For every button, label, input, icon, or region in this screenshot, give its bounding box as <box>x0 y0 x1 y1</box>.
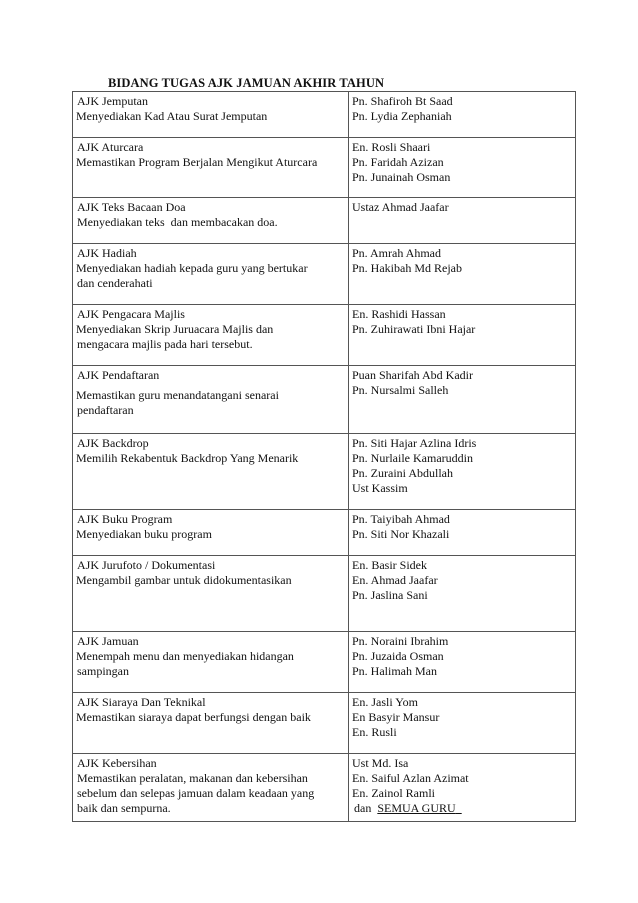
committee-cell <box>73 693 349 754</box>
member-name: En. Basir Sidek <box>352 558 427 572</box>
committee-task: Memastikan Program Berjalan Mengikut Aturcara <box>76 155 318 169</box>
committee-cell <box>73 198 349 244</box>
table-row <box>73 693 576 754</box>
committee-name: AJK Jemputan <box>77 94 148 108</box>
table-row <box>73 434 576 510</box>
member-name: Pn. Jaslina Sani <box>352 588 428 602</box>
members-cell <box>349 138 576 198</box>
document-title: BIDANG TUGAS AJK JAMUAN AKHIR TAHUN <box>108 76 385 90</box>
committee-task: Memastikan guru menandatangani senarai <box>76 388 279 402</box>
committee-task: baik dan sempurna. <box>77 801 171 815</box>
member-name: Ust Md. Isa <box>352 756 409 770</box>
member-name: En. Rosli Shaari <box>352 140 431 154</box>
committee-name: AJK Siaraya Dan Teknikal <box>77 695 206 709</box>
members-cell <box>349 693 576 754</box>
member-name: Ustaz Ahmad Jaafar <box>352 200 449 214</box>
member-name: En. Zainol Ramli <box>352 786 435 800</box>
members-cell <box>349 92 576 138</box>
committee-cell <box>73 754 349 822</box>
committee-task: Memilih Rekabentuk Backdrop Yang Menarik <box>76 451 299 465</box>
committee-task: Menempah menu dan menyediakan hidangan <box>76 649 294 663</box>
committee-name: AJK Jamuan <box>77 634 139 648</box>
committee-cell <box>73 632 349 693</box>
committee-name: AJK Hadiah <box>77 246 137 260</box>
table-row <box>73 305 576 366</box>
committee-task: Menyediakan Kad Atau Surat Jemputan <box>76 109 268 123</box>
members-cell <box>349 556 576 632</box>
member-name: Pn. Noraini Ibrahim <box>352 634 449 648</box>
committee-cell <box>73 138 349 198</box>
table-row <box>73 556 576 632</box>
member-name: Puan Sharifah Abd Kadir <box>352 368 473 382</box>
member-name: Pn. Taiyibah Ahmad <box>352 512 450 526</box>
committee-cell <box>73 305 349 366</box>
member-name: Pn. Halimah Man <box>352 664 437 678</box>
table-row <box>73 92 576 138</box>
committee-name: AJK Backdrop <box>77 436 149 450</box>
table-row <box>73 366 576 434</box>
member-name: Pn. Zuraini Abdullah <box>352 466 453 480</box>
member-name: En. Jasli Yom <box>352 695 419 709</box>
member-name: Pn. Shafiroh Bt Saad <box>352 94 453 108</box>
committee-cell <box>73 434 349 510</box>
members-cell <box>349 366 576 434</box>
committee-task: mengacara majlis pada hari tersebut. <box>77 337 253 351</box>
members-cell <box>349 305 576 366</box>
committee-task: sebelum dan selepas jamuan dalam keadaan yang <box>77 786 315 800</box>
member-name: Pn. Lydia Zephaniah <box>352 109 452 123</box>
committee-name: AJK Buku Program <box>77 512 173 526</box>
table-row <box>73 510 576 556</box>
committee-task: Mengambil gambar untuk didokumentasikan <box>76 573 292 587</box>
committee-cell <box>73 510 349 556</box>
committee-task: sampingan <box>77 664 129 678</box>
member-name: Pn. Juzaida Osman <box>352 649 444 663</box>
table-row <box>73 754 576 822</box>
committee-name: AJK Pendaftaran <box>77 368 160 382</box>
members-cell <box>349 434 576 510</box>
committee-cell <box>73 366 349 434</box>
committee-cell <box>73 92 349 138</box>
member-name: Pn. Nurlaile Kamaruddin <box>352 451 473 465</box>
members-cell <box>349 510 576 556</box>
table-row <box>73 632 576 693</box>
committee-task: pendaftaran <box>77 403 134 417</box>
committee-cell <box>73 244 349 305</box>
table-row <box>73 198 576 244</box>
committee-task: Menyediakan Skrip Juruacara Majlis dan <box>76 322 274 336</box>
member-name: En. Rashidi Hassan <box>352 307 446 321</box>
member-name: En Basyir Mansur <box>352 710 440 724</box>
committee-task: Memastikan siaraya dapat berfungsi dengan baik <box>76 710 311 724</box>
duty-table <box>72 91 576 822</box>
committee-task: Menyediakan teks dan membacakan doa. <box>77 215 278 229</box>
committee-name: AJK Kebersihan <box>77 756 157 770</box>
committee-name: AJK Pengacara Majlis <box>77 307 185 321</box>
member-name: Pn. Zuhirawati Ibni Hajar <box>352 322 476 336</box>
committee-task: dan cenderahati <box>77 276 153 290</box>
member-name: Pn. Nursalmi Salleh <box>352 383 449 397</box>
committee-name: AJK Aturcara <box>77 140 144 154</box>
member-name: Pn. Hakibah Md Rejab <box>352 261 462 275</box>
members-cell <box>349 244 576 305</box>
member-name: En. Rusli <box>352 725 397 739</box>
member-name: En. Saiful Azlan Azimat <box>352 771 469 785</box>
member-name: En. Ahmad Jaafar <box>352 573 438 587</box>
member-final-prefix: dan <box>354 801 372 815</box>
member-final-line <box>352 801 572 816</box>
member-name: Pn. Amrah Ahmad <box>352 246 441 260</box>
committee-task: Menyediakan buku program <box>76 527 212 541</box>
members-cell <box>349 198 576 244</box>
table-row <box>73 244 576 305</box>
committee-name: AJK Teks Bacaan Doa <box>77 200 186 214</box>
table-row <box>73 138 576 198</box>
committee-task: Memastikan peralatan, makanan dan kebersihan <box>77 771 308 785</box>
member-name: Pn. Siti Nor Khazali <box>352 527 450 541</box>
all-teachers-emphasis: SEMUA GURU <box>377 801 456 815</box>
member-name: Pn. Junainah Osman <box>352 170 451 184</box>
members-cell <box>349 754 576 822</box>
member-name: Pn. Faridah Azizan <box>352 155 444 169</box>
member-name: Ust Kassim <box>352 481 408 495</box>
committee-cell <box>73 556 349 632</box>
committee-task: Menyediakan hadiah kepada guru yang bertukar <box>76 261 308 275</box>
members-cell <box>349 632 576 693</box>
member-name: Pn. Siti Hajar Azlina Idris <box>352 436 477 450</box>
committee-name: AJK Jurufoto / Dokumentasi <box>77 558 216 572</box>
